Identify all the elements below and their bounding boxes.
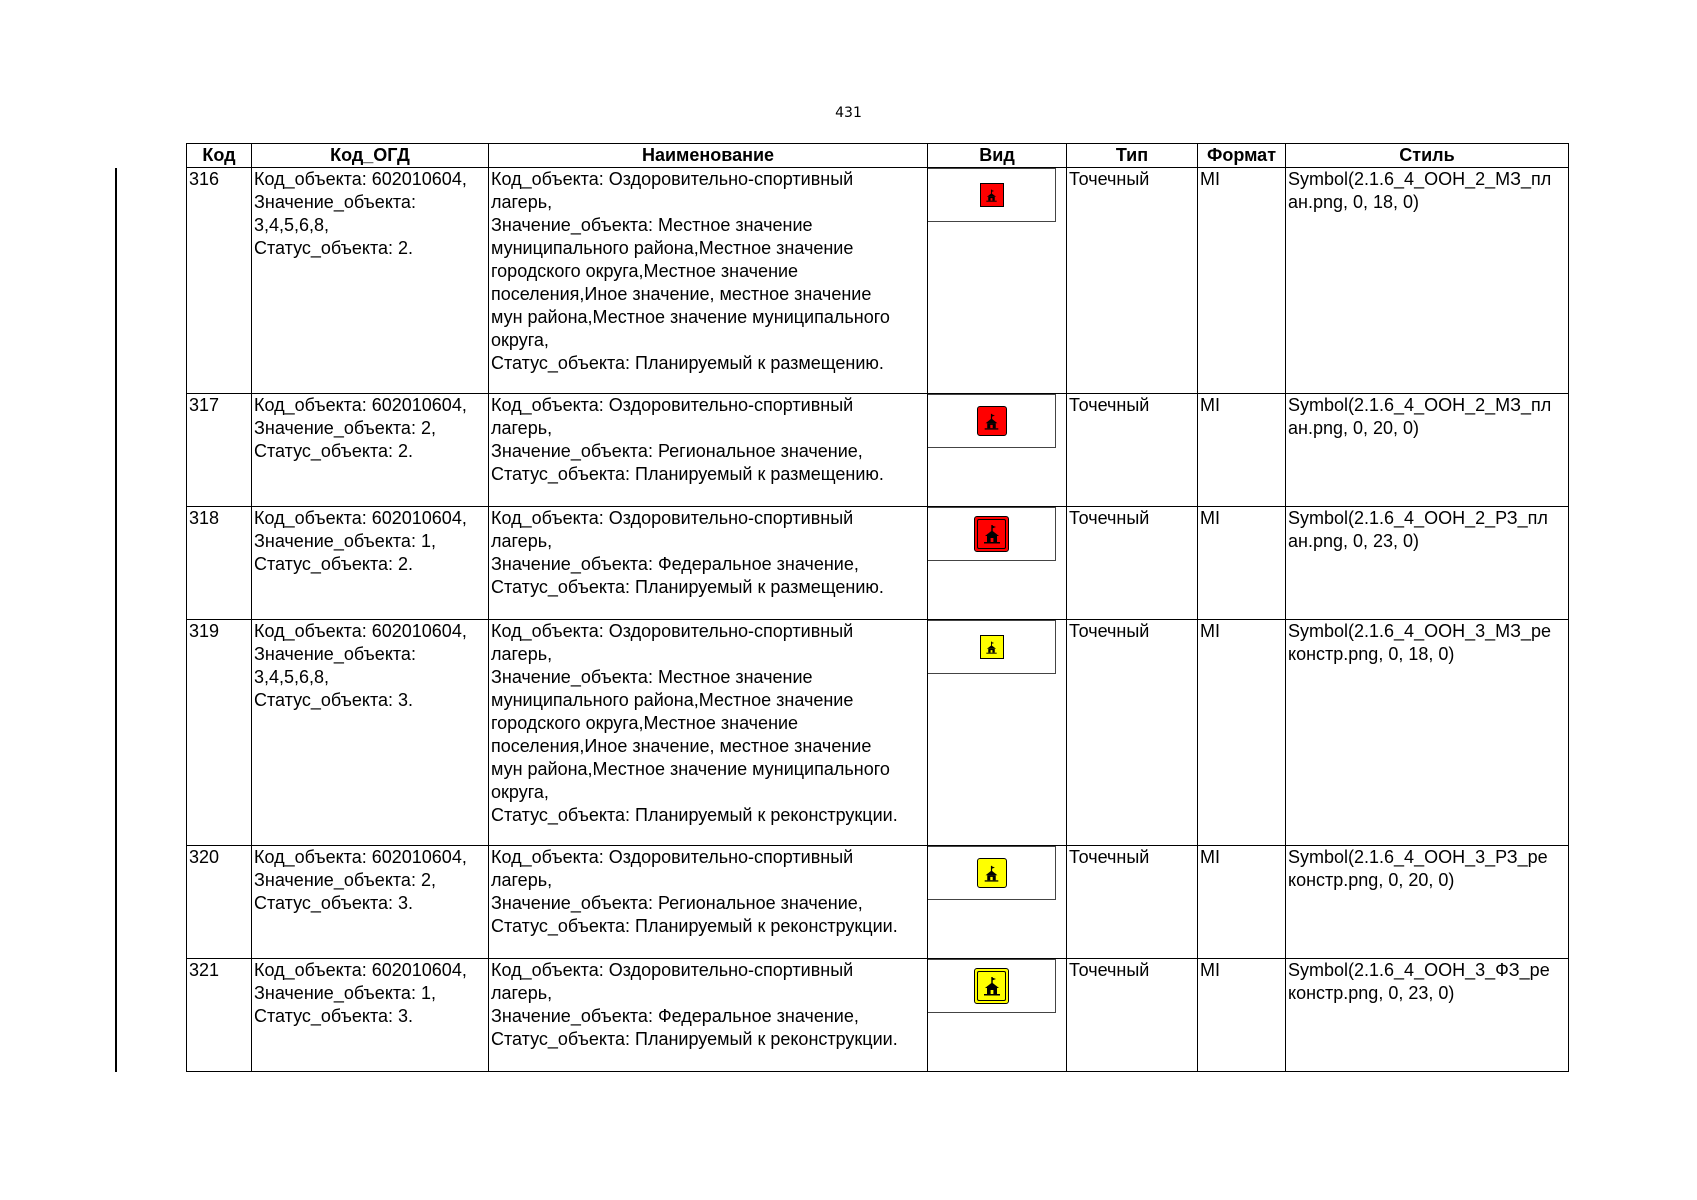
- cell-format: MI: [1198, 168, 1286, 394]
- table-row: [187, 168, 1569, 394]
- cell-tip: Точечный: [1067, 620, 1198, 846]
- cell-tip: Точечный: [1067, 959, 1198, 1072]
- cell-vid: [928, 959, 1067, 1072]
- camp-building-icon: [980, 183, 1004, 207]
- camp-building-icon: [977, 406, 1007, 436]
- cell-format: MI: [1198, 394, 1286, 507]
- cell-vid: [928, 168, 1067, 394]
- cell-kod-ogd: Код_объекта: 602010604, Значение_объекта: 1, Статус_объекта: 3.: [252, 959, 489, 1072]
- table-row: [187, 394, 1569, 507]
- cell-kod: 321: [187, 959, 252, 1072]
- header-tip: Тип: [1067, 144, 1198, 168]
- header-style: Стиль: [1286, 144, 1569, 168]
- cell-tip: Точечный: [1067, 846, 1198, 959]
- cell-tip: Точечный: [1067, 168, 1198, 394]
- cell-vid: [928, 846, 1067, 959]
- header-vid: Вид: [928, 144, 1067, 168]
- cell-style: Symbol(2.1.6_4_ООН_3_РЗ_ре констр.png, 0, 20, 0): [1286, 846, 1569, 959]
- symbol-box: [928, 846, 1056, 900]
- cell-style: Symbol(2.1.6_4_ООН_3_МЗ_ре констр.png, 0, 18, 0): [1286, 620, 1569, 846]
- cell-kod-ogd: Код_объекта: 602010604, Значение_объекта: 3,4,5,6,8, Статус_объекта: 3.: [252, 620, 489, 846]
- camp-building-icon: [977, 858, 1007, 888]
- cell-vid: [928, 394, 1067, 507]
- cell-tip: Точечный: [1067, 507, 1198, 620]
- cell-name: Код_объекта: Оздоровительно-спортивный лагерь, Значение_объекта: Региональное значение, Статус_объекта: Планируемый к размещению.: [489, 394, 928, 507]
- cell-name: Код_объекта: Оздоровительно-спортивный лагерь, Значение_объекта: Федеральное значение, Статус_объекта: Планируемый к реконструкции.: [489, 959, 928, 1072]
- cell-style: Symbol(2.1.6_4_ООН_2_МЗ_пл ан.png, 0, 18, 0): [1286, 168, 1569, 394]
- table-row: [187, 959, 1569, 1072]
- cell-tip: Точечный: [1067, 394, 1198, 507]
- symbol-box: [928, 168, 1056, 222]
- table-header-row: [187, 144, 1569, 168]
- header-kod: Код: [187, 144, 252, 168]
- cell-vid: [928, 507, 1067, 620]
- cell-kod: 320: [187, 846, 252, 959]
- cell-kod: 316: [187, 168, 252, 394]
- cell-name: Код_объекта: Оздоровительно-спортивный лагерь, Значение_объекта: Региональное значение, Статус_объекта: Планируемый к реконструкции.: [489, 846, 928, 959]
- cell-kod-ogd: Код_объекта: 602010604, Значение_объекта: 2, Статус_объекта: 2.: [252, 394, 489, 507]
- cell-name: Код_объекта: Оздоровительно-спортивный лагерь, Значение_объекта: Местное значение муниципального района,Местное значение городского округа,Местное значение поселения,Иное значение, местное значение мун района,Местное значение муниципального округа, Статус_объекта: Планируемый к размещению.: [489, 168, 928, 394]
- camp-building-icon: [974, 516, 1009, 552]
- cell-kod-ogd: Код_объекта: 602010604, Значение_объекта: 2, Статус_объекта: 3.: [252, 846, 489, 959]
- symbol-box: [928, 394, 1056, 448]
- header-name: Наименование: [489, 144, 928, 168]
- table-row: [187, 507, 1569, 620]
- header-kod-ogd: Код_ОГД: [252, 144, 489, 168]
- symbol-box: [928, 959, 1056, 1013]
- cell-style: Symbol(2.1.6_4_ООН_2_РЗ_пл ан.png, 0, 23, 0): [1286, 507, 1569, 620]
- cell-name: Код_объекта: Оздоровительно-спортивный лагерь, Значение_объекта: Местное значение муниципального района,Местное значение городского округа,Местное значение поселения,Иное значение, местное значение мун района,Местное значение муниципального округа, Статус_объекта: Планируемый к реконструкции.: [489, 620, 928, 846]
- camp-building-icon: [980, 635, 1004, 659]
- cell-format: MI: [1198, 620, 1286, 846]
- cell-kod: 318: [187, 507, 252, 620]
- cell-format: MI: [1198, 507, 1286, 620]
- cell-format: MI: [1198, 959, 1286, 1072]
- symbol-box: [928, 620, 1056, 674]
- cell-format: MI: [1198, 846, 1286, 959]
- legend-table: [186, 143, 1569, 1072]
- cell-name: Код_объекта: Оздоровительно-спортивный лагерь, Значение_объекта: Федеральное значение, Статус_объекта: Планируемый к размещению.: [489, 507, 928, 620]
- cell-kod-ogd: Код_объекта: 602010604, Значение_объекта: 1, Статус_объекта: 2.: [252, 507, 489, 620]
- header-format: Формат: [1198, 144, 1286, 168]
- cell-kod: 319: [187, 620, 252, 846]
- margin-rule: [115, 168, 117, 1072]
- page-number: 431: [835, 105, 862, 121]
- cell-style: Symbol(2.1.6_4_ООН_2_МЗ_пл ан.png, 0, 20, 0): [1286, 394, 1569, 507]
- symbol-box: [928, 507, 1056, 561]
- cell-kod-ogd: Код_объекта: 602010604, Значение_объекта: 3,4,5,6,8, Статус_объекта: 2.: [252, 168, 489, 394]
- cell-vid: [928, 620, 1067, 846]
- cell-kod: 317: [187, 394, 252, 507]
- table-row: [187, 620, 1569, 846]
- cell-style: Symbol(2.1.6_4_ООН_3_ФЗ_ре констр.png, 0, 23, 0): [1286, 959, 1569, 1072]
- camp-building-icon: [974, 968, 1009, 1004]
- table-row: [187, 846, 1569, 959]
